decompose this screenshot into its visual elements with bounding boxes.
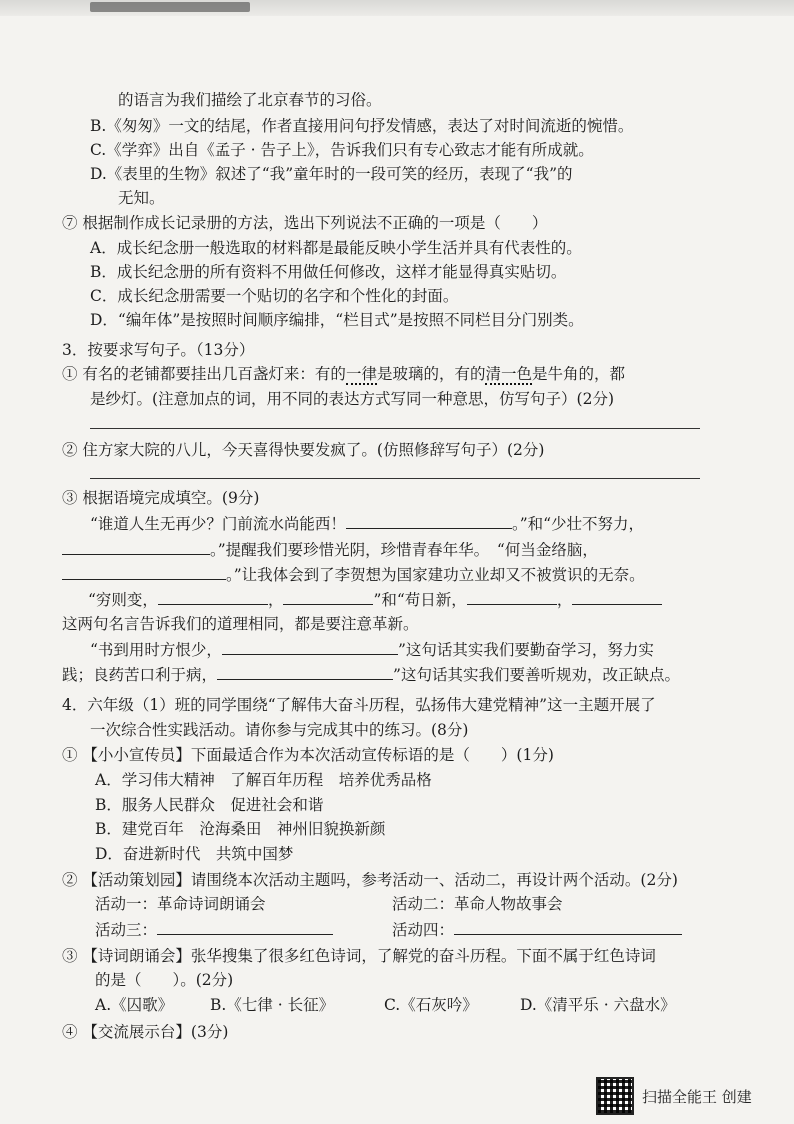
scanner-watermark	[596, 1077, 752, 1115]
poem2-text: 。”提醒我们要珍惜光阴，珍惜青春年华。 “何当金络脑，	[210, 541, 598, 559]
qr-code-icon	[596, 1077, 634, 1115]
activity-1: 活动一：革命诗词朗诵会	[95, 895, 266, 913]
q3-s1-mid: 是玻璃的，有的	[376, 365, 486, 383]
scanner-app-text: 扫描全能王 创建	[642, 1087, 752, 1106]
q3-poem-line1	[90, 514, 644, 534]
activity-2: 活动二：革命人物故事会	[392, 895, 563, 913]
q3-poem-line2	[62, 540, 598, 560]
q4-s3-option-d: D.《清平乐 · 六盘水》	[520, 996, 676, 1014]
q7-option-c: C．成长纪念册需要一个贴切的名字和个性化的封面。	[90, 287, 459, 305]
q7-option-a: A．成长纪念册一般选取的材料都是最能反映小学生活并具有代表性的。	[90, 239, 582, 257]
q4-title-line2: 一次综合性实践活动。请你参与完成其中的练习。(8分)	[90, 721, 469, 739]
blank-5[interactable]	[283, 590, 373, 605]
activity-3-row	[95, 920, 333, 940]
poem6-text-a: “书到用时方恨少，	[90, 641, 222, 659]
q6-option-b: B.《匆匆》一文的结尾，作者直接用问句抒发情感，表达了对时间流逝的惋惜。	[90, 117, 634, 135]
q4-s1-option-b: B．服务人民群众 促进社会和谐	[95, 796, 324, 814]
blank-9[interactable]	[217, 665, 393, 680]
q6-a-continuation: 的语言为我们描绘了北京春节的习俗。	[118, 91, 382, 109]
poem7-text-a: 践；良药苦口利于病，	[62, 666, 218, 684]
q4-s4: ④ 【交流展示台】(3分)	[62, 1023, 229, 1041]
q6-option-c: C.《学弈》出自《孟子 · 告子上》，告诉我们只有专心致志才能有所成就。	[90, 141, 594, 159]
blank-4[interactable]	[158, 590, 268, 605]
q3-s2: ② 住方家大院的八儿，今天喜得快要发疯了。(仿照修辞写句子）(2分)	[62, 441, 545, 459]
q4-s1: ① 【小小宣传员】下面最适合作为本次活动宣传标语的是（ ）(1分)	[62, 746, 554, 764]
q3-s1-line2: 是纱灯。(注意加点的词，用不同的表达方式写同一种意思，仿写句子）(2分)	[90, 390, 615, 408]
blank-8[interactable]	[222, 640, 398, 655]
blank-2[interactable]	[62, 540, 210, 555]
q4-s2: ② 【活动策划园】请围绕本次活动主题吗，参考活动一、活动二，再设计两个活动。(2分)	[62, 871, 678, 889]
poem7-text-b: ”这句话其实我们要善听规劝，改正缺点。	[393, 666, 680, 684]
q3-poem-line7	[62, 665, 680, 685]
blank-1[interactable]	[346, 514, 512, 529]
q4-s3-option-c: C.《石灰吟》	[384, 996, 478, 1014]
activity-4: 活动四：	[392, 921, 455, 939]
q3-poem-line6	[90, 640, 654, 660]
poem4-text-c: ”和“苟日新，	[373, 591, 467, 609]
q7-stem: ⑦ 根据制作成长记录册的方法，选出下列说法不正确的一项是（ ）	[62, 214, 548, 232]
q3-s1-dotted-word-1: 一律	[345, 365, 377, 383]
poem1-text-b: 。”和“少壮不努力，	[511, 515, 645, 533]
q3-s1-post: 是牛角的，都	[531, 365, 625, 383]
q3-s1-pre: ① 有名的老铺都要挂出几百盏灯来：有的	[62, 365, 346, 383]
q7-option-d: D．“编年体”是按照时间顺序编排，“栏目式”是按照不同栏目分门别类。	[90, 311, 584, 329]
activity-3-blank[interactable]	[157, 920, 333, 935]
answer-line-s2[interactable]	[90, 478, 700, 479]
blank-7[interactable]	[572, 590, 662, 605]
activity-3: 活动三：	[95, 921, 158, 939]
answer-line-s1[interactable]	[90, 428, 700, 429]
poem4-text-d: ，	[556, 591, 573, 609]
q4-s1-option-a: A．学习伟大精神 了解百年历程 培养优秀品格	[95, 771, 432, 789]
poem4-text-b: ，	[267, 591, 284, 609]
q3-title: 3．按要求写句子。（13分）	[62, 341, 255, 359]
q4-s3-option-a: A.《囚歌》	[95, 996, 174, 1014]
q4-s3: ③ 【诗词朗诵会】张华搜集了很多红色诗词，了解党的奋斗历程。下面不属于红色诗词	[62, 947, 656, 965]
poem3-text: 。”让我体会到了李贺想为国家建功立业却又不被赏识的无奈。	[226, 566, 645, 584]
q3-poem-line3	[62, 565, 645, 585]
poem4-text-a: “穷则变，	[88, 591, 158, 609]
blank-3[interactable]	[62, 565, 226, 580]
q6-option-d-continuation: 无知。	[118, 189, 165, 207]
q3-s1-line1	[62, 364, 625, 384]
q3-s3: ③ 根据语境完成填空。(9分)	[62, 489, 260, 507]
q6-option-d: D.《表里的生物》叙述了“我”童年时的一段可笑的经历，表现了“我”的	[90, 165, 573, 183]
poem1-text: “谁道人生无再少？门前流水尚能西！	[90, 515, 346, 533]
q4-s3-option-b: B.《七律 · 长征》	[210, 996, 335, 1014]
q3-s1-dotted-word-2: 清一色	[485, 365, 532, 383]
q4-s1-option-d: D．奋进新时代 共筑中国梦	[95, 845, 294, 863]
blank-6[interactable]	[467, 590, 557, 605]
q7-option-b: B．成长纪念册的所有资料不用做任何修改，这样才能显得真实贴切。	[90, 263, 567, 281]
scan-blot	[90, 2, 250, 12]
poem6-text-b: ”这句话其实我们要勤奋学习，努力实	[397, 641, 654, 659]
q3-poem-line5: 这两句名言告诉我们的道理相同，都是要注意革新。	[62, 615, 419, 633]
activity-4-blank[interactable]	[454, 920, 682, 935]
scan-top-edge	[0, 0, 794, 16]
q4-title: 4．六年级（1）班的同学围绕“了解伟大奋斗历程，弘扬伟大建党精神”这一主题开展了	[62, 696, 656, 714]
activity-4-row	[392, 920, 682, 940]
q4-s3-line2: 的是（ ）。(2分)	[95, 971, 234, 989]
q4-s1-option-c: B．建党百年 沧海桑田 神州旧貌换新颜	[95, 820, 386, 838]
q3-poem-line4	[88, 590, 662, 610]
